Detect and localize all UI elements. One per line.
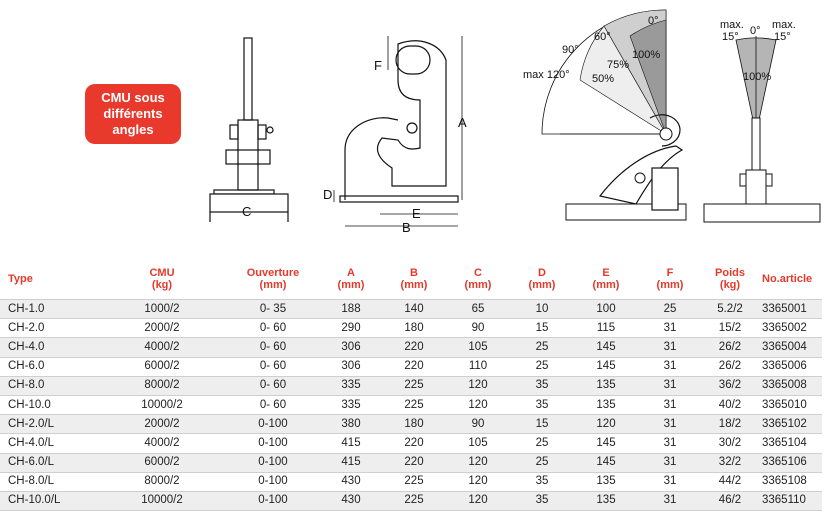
cell-b: 225 xyxy=(382,376,446,395)
cell-article: 3365001 xyxy=(758,300,822,319)
cell-poids: 5.2/2 xyxy=(702,300,758,319)
cell-c: 120 xyxy=(446,453,510,472)
dimension-f-label: F xyxy=(374,58,382,73)
table-row xyxy=(0,434,822,453)
cell-poids: 32/2 xyxy=(702,453,758,472)
cell-b: 140 xyxy=(382,300,446,319)
cell-b: 220 xyxy=(382,434,446,453)
cell-cmu: 2000/2 xyxy=(98,415,226,434)
cell-article: 3365002 xyxy=(758,319,822,338)
cell-e: 135 xyxy=(574,395,638,414)
cell-ouverture: 0- 60 xyxy=(226,319,320,338)
cell-article: 3365110 xyxy=(758,491,822,510)
badge-text: CMU sous différents angles xyxy=(101,90,165,137)
pct-100-right-label: 100% xyxy=(743,71,772,83)
cell-article: 3365102 xyxy=(758,415,822,434)
cell-type: CH-6.0/L xyxy=(0,453,98,472)
cell-ouverture: 0- 35 xyxy=(226,300,320,319)
header-type: Type xyxy=(8,273,33,285)
header-article: No.article xyxy=(762,273,813,285)
cell-poids: 30/2 xyxy=(702,434,758,453)
cell-a: 415 xyxy=(320,434,382,453)
cell-article: 3365008 xyxy=(758,376,822,395)
cell-c: 90 xyxy=(446,415,510,434)
deg15-right-label: 15° xyxy=(774,31,791,43)
table-row xyxy=(0,472,822,491)
angle-60-label: 60° xyxy=(594,31,611,43)
header-a: A (mm) xyxy=(337,267,365,291)
cell-e: 145 xyxy=(574,357,638,376)
cell-cmu: 10000/2 xyxy=(98,491,226,510)
cell-d: 25 xyxy=(510,453,574,472)
header-c: C (mm) xyxy=(464,267,492,291)
cell-d: 35 xyxy=(510,395,574,414)
cell-type: CH-6.0 xyxy=(0,357,98,376)
cell-f: 31 xyxy=(638,319,702,338)
cell-d: 35 xyxy=(510,376,574,395)
deg15-left-label: 15° xyxy=(722,31,739,43)
cell-ouverture: 0-100 xyxy=(226,491,320,510)
dimension-c-label: C xyxy=(242,204,252,219)
max-right-label: max. xyxy=(772,19,796,31)
table-row xyxy=(0,376,822,395)
cell-c: 105 xyxy=(446,434,510,453)
cell-e: 145 xyxy=(574,434,638,453)
cell-cmu: 4000/2 xyxy=(98,434,226,453)
cell-article: 3365104 xyxy=(758,434,822,453)
cell-type: CH-2.0/L xyxy=(0,415,98,434)
cell-f: 31 xyxy=(638,395,702,414)
cell-a: 306 xyxy=(320,338,382,357)
cell-a: 188 xyxy=(320,300,382,319)
cell-poids: 15/2 xyxy=(702,319,758,338)
header-d: D (mm) xyxy=(528,267,556,291)
cell-ouverture: 0- 60 xyxy=(226,395,320,414)
cell-c: 120 xyxy=(446,376,510,395)
dimension-d-label: D xyxy=(323,187,333,202)
cell-cmu: 2000/2 xyxy=(98,319,226,338)
table-row xyxy=(0,357,822,376)
pct-75-label: 75% xyxy=(607,59,630,71)
dimension-b-label: B xyxy=(402,220,411,235)
cell-f: 31 xyxy=(638,357,702,376)
header-f: F (mm) xyxy=(656,267,684,291)
cell-poids: 18/2 xyxy=(702,415,758,434)
cell-cmu: 4000/2 xyxy=(98,338,226,357)
header-ouverture: Ouverture (mm) xyxy=(246,267,300,291)
table-body xyxy=(0,300,822,511)
cell-a: 335 xyxy=(320,395,382,414)
cell-d: 35 xyxy=(510,472,574,491)
cell-ouverture: 0-100 xyxy=(226,415,320,434)
cell-c: 65 xyxy=(446,300,510,319)
cell-a: 430 xyxy=(320,472,382,491)
cell-type: CH-10.0 xyxy=(0,395,98,414)
pct-50-label: 50% xyxy=(592,73,615,85)
cell-a: 335 xyxy=(320,376,382,395)
cell-ouverture: 0- 60 xyxy=(226,357,320,376)
cell-e: 145 xyxy=(574,453,638,472)
max-left-label: max. xyxy=(720,19,744,31)
table-header-row xyxy=(0,259,822,300)
cell-article: 3365106 xyxy=(758,453,822,472)
table-row xyxy=(0,453,822,472)
cell-e: 115 xyxy=(574,319,638,338)
cell-a: 415 xyxy=(320,453,382,472)
cell-b: 220 xyxy=(382,338,446,357)
deg0-right-label: 0° xyxy=(750,25,761,37)
dimension-e-label: E xyxy=(412,206,421,221)
cell-ouverture: 0-100 xyxy=(226,453,320,472)
cell-c: 110 xyxy=(446,357,510,376)
cell-b: 220 xyxy=(382,357,446,376)
pct-100-label: 100% xyxy=(632,49,661,61)
cell-f: 31 xyxy=(638,434,702,453)
header-e: E (mm) xyxy=(592,267,620,291)
vertical-lift-diagram xyxy=(704,36,820,222)
specification-table xyxy=(0,259,822,511)
cell-f: 31 xyxy=(638,376,702,395)
table-row xyxy=(0,319,822,338)
cell-f: 31 xyxy=(638,491,702,510)
cell-c: 105 xyxy=(446,338,510,357)
cell-b: 180 xyxy=(382,415,446,434)
cell-type: CH-8.0/L xyxy=(0,472,98,491)
cell-poids: 26/2 xyxy=(702,357,758,376)
cell-poids: 36/2 xyxy=(702,376,758,395)
angle-0-label: 0° xyxy=(648,15,659,27)
cell-ouverture: 0- 60 xyxy=(226,376,320,395)
angle-diagram xyxy=(542,10,686,220)
cell-c: 120 xyxy=(446,472,510,491)
cell-article: 3365004 xyxy=(758,338,822,357)
cell-cmu: 6000/2 xyxy=(98,357,226,376)
cell-article: 3365010 xyxy=(758,395,822,414)
cell-f: 25 xyxy=(638,300,702,319)
cell-b: 225 xyxy=(382,491,446,510)
cell-type: CH-10.0/L xyxy=(0,491,98,510)
cell-poids: 46/2 xyxy=(702,491,758,510)
table-row xyxy=(0,300,822,319)
cell-type: CH-8.0 xyxy=(0,376,98,395)
table-row xyxy=(0,491,822,510)
cell-a: 430 xyxy=(320,491,382,510)
cell-b: 225 xyxy=(382,395,446,414)
header-poids: Poids (kg) xyxy=(715,267,745,291)
cell-cmu: 8000/2 xyxy=(98,376,226,395)
cell-a: 306 xyxy=(320,357,382,376)
cell-e: 145 xyxy=(574,338,638,357)
cell-b: 225 xyxy=(382,472,446,491)
cell-type: CH-2.0 xyxy=(0,319,98,338)
cell-a: 380 xyxy=(320,415,382,434)
table-row xyxy=(0,395,822,414)
cell-f: 31 xyxy=(638,338,702,357)
cell-type: CH-4.0/L xyxy=(0,434,98,453)
cell-b: 180 xyxy=(382,319,446,338)
cell-c: 90 xyxy=(446,319,510,338)
cell-c: 120 xyxy=(446,395,510,414)
cell-d: 25 xyxy=(510,434,574,453)
cell-type: CH-4.0 xyxy=(0,338,98,357)
cell-d: 10 xyxy=(510,300,574,319)
cell-article: 3365108 xyxy=(758,472,822,491)
angle-max120-label: max 120° xyxy=(523,69,570,81)
table-row xyxy=(0,415,822,434)
angle-90-label: 90° xyxy=(562,44,579,56)
cell-ouverture: 0-100 xyxy=(226,472,320,491)
cell-a: 290 xyxy=(320,319,382,338)
cell-cmu: 8000/2 xyxy=(98,472,226,491)
cell-f: 31 xyxy=(638,453,702,472)
cell-e: 135 xyxy=(574,472,638,491)
cell-cmu: 1000/2 xyxy=(98,300,226,319)
cell-e: 120 xyxy=(574,415,638,434)
cell-b: 220 xyxy=(382,453,446,472)
cell-poids: 44/2 xyxy=(702,472,758,491)
cell-poids: 40/2 xyxy=(702,395,758,414)
cell-ouverture: 0-100 xyxy=(226,434,320,453)
cell-d: 25 xyxy=(510,338,574,357)
cell-d: 25 xyxy=(510,357,574,376)
cell-e: 135 xyxy=(574,376,638,395)
header-cmu: CMU (kg) xyxy=(149,267,175,291)
cell-e: 135 xyxy=(574,491,638,510)
cell-e: 100 xyxy=(574,300,638,319)
cell-f: 31 xyxy=(638,472,702,491)
dimension-a-label: A xyxy=(458,115,467,130)
cell-article: 3365006 xyxy=(758,357,822,376)
cell-cmu: 6000/2 xyxy=(98,453,226,472)
cell-cmu: 10000/2 xyxy=(98,395,226,414)
cell-f: 31 xyxy=(638,415,702,434)
front-view-drawing xyxy=(210,38,288,222)
cell-poids: 26/2 xyxy=(702,338,758,357)
cell-d: 35 xyxy=(510,491,574,510)
cell-c: 120 xyxy=(446,491,510,510)
cell-ouverture: 0- 60 xyxy=(226,338,320,357)
cell-d: 15 xyxy=(510,319,574,338)
table-row xyxy=(0,338,822,357)
header-b: B (mm) xyxy=(400,267,428,291)
cell-type: CH-1.0 xyxy=(0,300,98,319)
cell-d: 15 xyxy=(510,415,574,434)
side-view-drawing xyxy=(334,36,462,226)
